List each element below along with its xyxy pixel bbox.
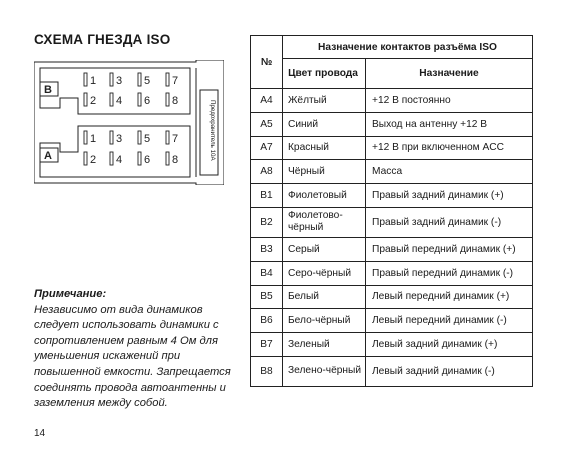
pin-label: 4 bbox=[116, 154, 123, 166]
note-title: Примечание: bbox=[34, 288, 107, 300]
pin-purpose: Масса bbox=[366, 160, 533, 184]
table-row bbox=[251, 136, 533, 160]
wire-color: Красный bbox=[283, 136, 366, 160]
pin-slot bbox=[110, 131, 113, 144]
pin-slot bbox=[110, 93, 113, 106]
pin-number: B4 bbox=[251, 261, 283, 285]
pin-slot bbox=[84, 73, 87, 86]
pin-number: A4 bbox=[251, 89, 283, 113]
pin-label: 8 bbox=[172, 154, 179, 166]
iso-connector-diagram bbox=[34, 60, 224, 185]
wire-color: Синий bbox=[283, 112, 366, 136]
pin-purpose: Правый передний динамик (-) bbox=[366, 261, 533, 285]
pin-number: A5 bbox=[251, 112, 283, 136]
pin-label: 3 bbox=[116, 133, 123, 145]
pin-label: 7 bbox=[172, 133, 179, 145]
pin-label: 2 bbox=[90, 154, 97, 166]
pin-number: B1 bbox=[251, 184, 283, 208]
pin-purpose: Левый передний динамик (-) bbox=[366, 309, 533, 333]
header-main: Назначение контактов разъёма ISO bbox=[283, 36, 533, 59]
pin-slot bbox=[138, 73, 141, 86]
table-row bbox=[251, 89, 533, 113]
header-number: № bbox=[251, 36, 283, 89]
table-row bbox=[251, 237, 533, 261]
wire-color: Серо-чёрный bbox=[283, 261, 366, 285]
pin-label: 2 bbox=[90, 95, 97, 107]
pin-label: 5 bbox=[144, 133, 151, 145]
table-row bbox=[251, 309, 533, 333]
header-purpose: Назначение bbox=[366, 59, 533, 89]
wire-color: Серый bbox=[283, 237, 366, 261]
pin-number: B8 bbox=[251, 356, 283, 386]
wire-color: Жёлтый bbox=[283, 89, 366, 113]
pin-number: B7 bbox=[251, 333, 283, 357]
table-row bbox=[251, 261, 533, 285]
pin-purpose: Левый задний динамик (+) bbox=[366, 333, 533, 357]
pin-label: 4 bbox=[116, 95, 123, 107]
wire-color: Зелено-чёрный bbox=[283, 356, 366, 386]
pin-label: 3 bbox=[116, 75, 123, 87]
wire-color: Зеленый bbox=[283, 333, 366, 357]
pin-label: 6 bbox=[144, 154, 151, 166]
pin-slot bbox=[138, 131, 141, 144]
iso-pin-table bbox=[250, 35, 533, 387]
pin-number: B5 bbox=[251, 285, 283, 309]
block-a-outline bbox=[40, 126, 190, 177]
pin-slot bbox=[138, 93, 141, 106]
table-row bbox=[251, 333, 533, 357]
note-text: Независимо от вида динамиков следует использовать динамики с сопротивлением равным 4 Ом для уменьшения искажений при повышенной емкости. Запрещается соединять провода автоантенны и заземления между собой. bbox=[34, 303, 231, 410]
wire-color: Фиолетовый bbox=[283, 184, 366, 208]
pin-label: 7 bbox=[172, 75, 179, 87]
table-row bbox=[251, 112, 533, 136]
pin-number: B6 bbox=[251, 309, 283, 333]
pin-slot bbox=[166, 93, 169, 106]
page-title: СХЕМА ГНЕЗДА ISO bbox=[34, 32, 171, 47]
pin-slot bbox=[84, 152, 87, 165]
table-row bbox=[251, 356, 533, 386]
pin-slot bbox=[84, 93, 87, 106]
fuse-label: Предохранитель 10А bbox=[209, 100, 216, 161]
pin-label: 5 bbox=[144, 75, 151, 87]
table-row bbox=[251, 160, 533, 184]
pin-purpose: +12 В при включенном ACC bbox=[366, 136, 533, 160]
pin-label: 6 bbox=[144, 95, 151, 107]
pin-purpose: Левый задний динамик (-) bbox=[366, 356, 533, 386]
pin-purpose: Правый задний динамик (-) bbox=[366, 207, 533, 237]
wire-color: Фиолетово-чёрный bbox=[283, 207, 366, 237]
table-row bbox=[251, 207, 533, 237]
wire-color: Чёрный bbox=[283, 160, 366, 184]
pin-purpose: +12 В постоянно bbox=[366, 89, 533, 113]
table-row bbox=[251, 285, 533, 309]
pin-slot bbox=[166, 131, 169, 144]
block-a-label: A bbox=[44, 150, 52, 162]
pin-slot bbox=[166, 152, 169, 165]
pin-slot bbox=[138, 152, 141, 165]
page-number: 14 bbox=[34, 428, 46, 439]
pin-purpose: Выход на антенну +12 В bbox=[366, 112, 533, 136]
pin-purpose: Левый передний динамик (+) bbox=[366, 285, 533, 309]
table-header-row bbox=[251, 36, 533, 59]
pin-label: 8 bbox=[172, 95, 179, 107]
note bbox=[34, 287, 246, 412]
pin-label: 1 bbox=[90, 75, 97, 87]
pin-slot bbox=[110, 73, 113, 86]
pin-slot bbox=[110, 152, 113, 165]
pin-slot bbox=[166, 73, 169, 86]
table-subheader-row bbox=[251, 59, 533, 89]
pin-number: B2 bbox=[251, 207, 283, 237]
block-b-label: B bbox=[44, 84, 52, 96]
wire-color: Бело-чёрный bbox=[283, 309, 366, 333]
pin-number: B3 bbox=[251, 237, 283, 261]
block-b-outline bbox=[40, 68, 190, 114]
wire-color: Белый bbox=[283, 285, 366, 309]
pin-number: A7 bbox=[251, 136, 283, 160]
header-color: Цвет провода bbox=[283, 59, 366, 89]
pin-label: 1 bbox=[90, 133, 97, 145]
pin-slot bbox=[84, 131, 87, 144]
table-row bbox=[251, 184, 533, 208]
pin-purpose: Правый передний динамик (+) bbox=[366, 237, 533, 261]
pin-number: A8 bbox=[251, 160, 283, 184]
pin-purpose: Правый задний динамик (+) bbox=[366, 184, 533, 208]
